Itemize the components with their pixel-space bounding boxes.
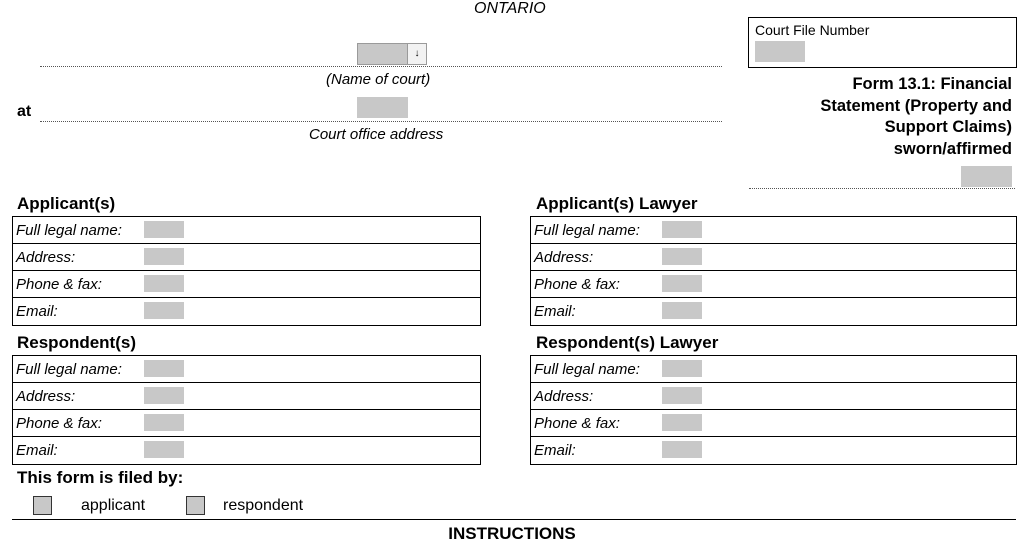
respondent-lawyer-address-field[interactable]: [662, 387, 702, 404]
table-row: [13, 298, 480, 325]
applicant-checkbox[interactable]: [33, 496, 52, 515]
court-name-caption: (Name of court): [326, 71, 431, 88]
respondent-phone-fax-field[interactable]: [144, 414, 184, 431]
court-name-line: [40, 66, 722, 67]
applicant-lawyer-phone-fax-field[interactable]: [662, 275, 702, 292]
province-heading: ONTARIO: [474, 0, 546, 17]
table-row: [531, 244, 1016, 271]
table-row: [13, 437, 480, 464]
applicants-table: [12, 216, 481, 326]
field-label: Address:: [534, 249, 594, 266]
field-label: Phone & fax:: [16, 415, 102, 432]
respondent-checkbox-label: respondent: [223, 497, 304, 514]
table-row: [531, 298, 1016, 325]
table-row: [531, 437, 1016, 464]
section-divider: [12, 519, 1016, 520]
table-row: [13, 217, 480, 244]
court-file-number-label: Court File Number: [755, 22, 870, 38]
sworn-affirmed-line: [749, 188, 1015, 189]
applicant-lawyer-address-field[interactable]: [662, 248, 702, 265]
table-row: [531, 217, 1016, 244]
applicant-full-name-field[interactable]: [144, 221, 184, 238]
field-label: Full legal name:: [534, 222, 640, 239]
field-label: Address:: [16, 249, 76, 266]
respondents-table: [12, 355, 481, 465]
field-label: Phone & fax:: [534, 415, 620, 432]
applicant-phone-fax-field[interactable]: [144, 275, 184, 292]
form-title: [760, 74, 1012, 160]
field-label: Full legal name:: [16, 222, 122, 239]
table-row: [13, 383, 480, 410]
field-label: Email:: [534, 442, 576, 459]
applicants-title: Applicant(s): [17, 194, 116, 213]
court-address-caption: Court office address: [309, 126, 444, 143]
at-label: at: [17, 103, 32, 120]
form-title-line: Support Claims): [884, 118, 1012, 136]
respondents-lawyer-title: Respondent(s) Lawyer: [536, 333, 719, 352]
applicants-lawyer-table: [530, 216, 1017, 326]
field-label: Email:: [16, 303, 58, 320]
respondent-email-field[interactable]: [144, 441, 184, 458]
form-title-line: Form 13.1: Financial: [852, 75, 1012, 93]
field-label: Address:: [534, 388, 594, 405]
respondents-lawyer-table: [530, 355, 1017, 465]
table-row: [531, 271, 1016, 298]
respondent-lawyer-email-field[interactable]: [662, 441, 702, 458]
respondent-full-name-field[interactable]: [144, 360, 184, 377]
field-label: Phone & fax:: [534, 276, 620, 293]
field-label: Email:: [16, 442, 58, 459]
field-label: Address:: [16, 388, 76, 405]
table-row: [13, 410, 480, 437]
table-row: [13, 244, 480, 271]
table-row: [13, 271, 480, 298]
dropdown-arrow-icon[interactable]: ↓: [407, 44, 426, 64]
field-label: Email:: [534, 303, 576, 320]
court-address-field[interactable]: [357, 97, 408, 118]
applicant-lawyer-email-field[interactable]: [662, 302, 702, 319]
table-row: [531, 383, 1016, 410]
form-title-line: sworn/affirmed: [893, 139, 1012, 158]
field-label: Phone & fax:: [16, 276, 102, 293]
field-label: Full legal name:: [534, 361, 640, 378]
applicant-checkbox-label: applicant: [81, 497, 146, 514]
instructions-heading: INSTRUCTIONS: [448, 524, 576, 543]
table-row: [531, 356, 1016, 383]
respondent-lawyer-phone-fax-field[interactable]: [662, 414, 702, 431]
applicant-email-field[interactable]: [144, 302, 184, 319]
respondents-title: Respondent(s): [17, 333, 136, 352]
applicants-lawyer-title: Applicant(s) Lawyer: [536, 194, 698, 213]
applicant-lawyer-name-field[interactable]: [662, 221, 702, 238]
filed-by-title: This form is filed by:: [17, 468, 184, 487]
respondent-checkbox[interactable]: [186, 496, 205, 515]
court-name-dropdown[interactable]: [357, 43, 427, 65]
table-row: [531, 410, 1016, 437]
field-label: Full legal name:: [16, 361, 122, 378]
sworn-affirmed-field[interactable]: [961, 166, 1012, 187]
court-address-line: [40, 121, 722, 122]
form-title-line: Statement (Property and: [820, 96, 1012, 115]
applicant-address-field[interactable]: [144, 248, 184, 265]
respondent-address-field[interactable]: [144, 387, 184, 404]
table-row: [13, 356, 480, 383]
court-file-number-field[interactable]: [755, 41, 805, 62]
respondent-lawyer-name-field[interactable]: [662, 360, 702, 377]
